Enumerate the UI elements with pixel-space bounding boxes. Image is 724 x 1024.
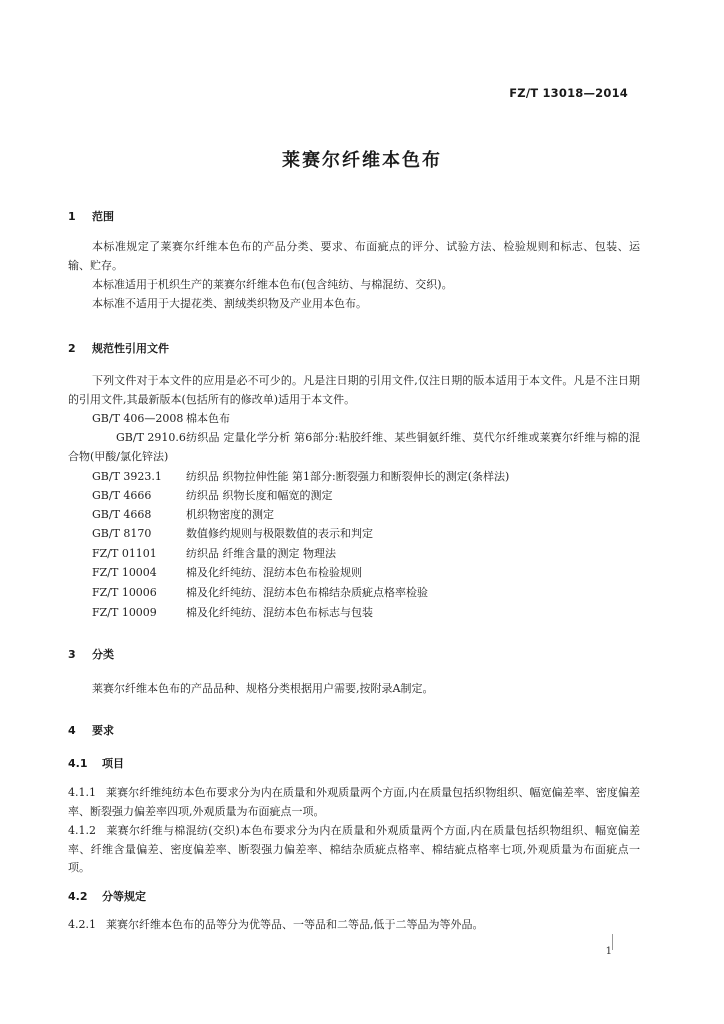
section-title: 分类 [92, 648, 114, 661]
section-2-heading [68, 340, 169, 356]
reference-code: GB/T 406—2008 [92, 412, 184, 425]
reference-item [92, 604, 640, 623]
reference-title: 棉及化纤纯纺、混纺本色布标志与包装 [186, 606, 373, 619]
reference-item [92, 487, 640, 506]
section-number: 2 [68, 342, 76, 355]
reference-title: 纺织品 定量化学分析 第6部分:粘胶纤维、某些铜氨纤维、莫代尔纤维或莱赛尔纤维与棉的混合物(甲酸/氯化锌法) [68, 431, 640, 463]
paragraph: 莱赛尔纤维本色布的产品品种、规格分类根据用户需要,按附录A制定。 [92, 682, 434, 695]
reference-item [68, 429, 640, 466]
reference-title: 纺织品 织物长度和幅宽的测定 [186, 489, 333, 502]
reference-code: FZ/T 01101 [92, 547, 157, 560]
reference-item [92, 584, 640, 603]
clause-text: 莱赛尔纤维与棉混纺(交织)本色布要求分为内在质量和外观质量两个方面,内在质量包括织物组织、幅宽偏差率、纤维含量偏差、密度偏差率、断裂强力偏差率、棉结杂质疵点格率、棉结疵点格率七项,外观质量为布面疵点一项。 [68, 824, 640, 874]
reference-item [92, 468, 640, 487]
page-number: 1 [605, 946, 612, 957]
clause-number: 4.1.1 [68, 786, 96, 799]
section-1-heading [68, 208, 114, 224]
paragraph: 本标准规定了莱赛尔纤维本色布的产品分类、要求、布面疵点的评分、试验方法、检验规则和标志、包装、运输、贮存。 [68, 240, 640, 272]
clause-4-1-2 [68, 822, 640, 878]
reference-title: 纺织品 织物拉伸性能 第1部分:断裂强力和断裂伸长的测定(条样法) [186, 470, 510, 483]
reference-item [92, 525, 640, 544]
reference-title: 机织物密度的测定 [186, 508, 274, 521]
section-number: 3 [68, 648, 76, 661]
reference-title: 数值修约规则与极限数值的表示和判定 [186, 527, 373, 540]
section-title: 范围 [92, 210, 114, 223]
document-title: 莱赛尔纤维本色布 [282, 150, 442, 171]
reference-code: FZ/T 10009 [92, 606, 157, 619]
clause-text: 莱赛尔纤维本色布的品等分为优等品、一等品和二等品,低于二等品为等外品。 [106, 918, 484, 931]
clause-number: 4.1.2 [68, 824, 96, 837]
paragraph: 本标准不适用于大提花类、割绒类织物及产业用本色布。 [92, 297, 367, 310]
clause-number: 4.2.1 [68, 918, 96, 931]
section-title: 要求 [92, 724, 114, 737]
clause-4-1-1 [68, 784, 640, 821]
clause-text: 莱赛尔纤维纯纺本色布要求分为内在质量和外观质量两个方面,内在质量包括织物组织、幅宽偏差率、密度偏差率、断裂强力偏差率四项,外观质量为布面疵点一项。 [68, 786, 640, 818]
section-4-heading [68, 722, 114, 738]
paragraph: 本标准适用于机织生产的莱赛尔纤维本色布(包含纯纺、与棉混纺、交织)。 [92, 278, 453, 291]
reference-code: GB/T 4668 [92, 508, 152, 521]
reference-title: 棉及化纤纯纺、混纺本色布棉结杂质疵点格率检验 [186, 586, 428, 599]
reference-title: 棉本色布 [186, 412, 230, 425]
section-3-heading [68, 646, 114, 662]
subsection-number: 4.2 [68, 890, 88, 903]
section-number: 1 [68, 210, 76, 223]
reference-item [92, 545, 640, 564]
subsection-title: 项目 [102, 757, 124, 770]
standard-code: FZ/T 13018—2014 [509, 86, 628, 100]
clause-4-2-1 [68, 916, 640, 935]
reference-code: FZ/T 10006 [92, 586, 157, 599]
section-title: 规范性引用文件 [92, 342, 169, 355]
reference-code: GB/T 4666 [92, 489, 152, 502]
reference-item [92, 506, 640, 525]
subsection-4-1-heading [68, 755, 124, 771]
paragraph: 下列文件对于本文件的应用是必不可少的。凡是注日期的引用文件,仅注日期的版本适用于本文件。凡是不注日期的引用文件,其最新版本(包括所有的修改单)适用于本文件。 [68, 374, 640, 406]
gutter-line [612, 934, 613, 950]
reference-item [92, 410, 640, 429]
reference-code: GB/T 8170 [92, 527, 152, 540]
section-number: 4 [68, 724, 76, 737]
reference-title: 棉及化纤纯纺、混纺本色布检验规则 [186, 566, 362, 579]
subsection-4-2-heading [68, 888, 146, 904]
reference-code: GB/T 2910.6 [116, 431, 186, 444]
reference-title: 纺织品 纤维含量的测定 物理法 [186, 547, 336, 560]
subsection-title: 分等规定 [102, 890, 146, 903]
reference-code: GB/T 3923.1 [92, 470, 162, 483]
reference-item [92, 564, 640, 583]
subsection-number: 4.1 [68, 757, 88, 770]
reference-code: FZ/T 10004 [92, 566, 157, 579]
